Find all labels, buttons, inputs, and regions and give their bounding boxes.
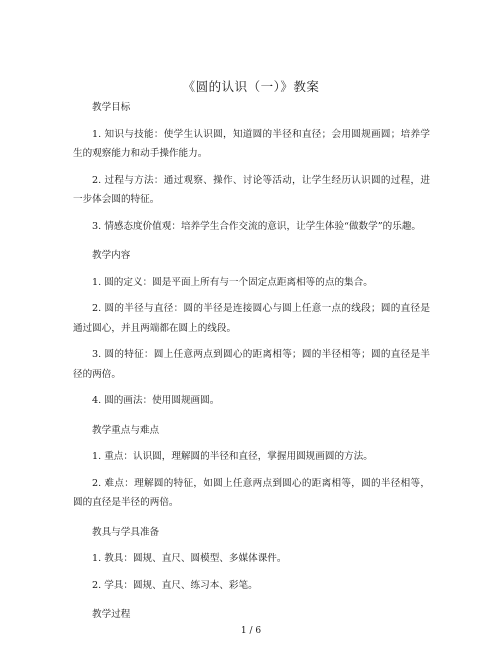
- section-heading-content: 教学内容: [92, 250, 131, 261]
- content-item-3: 3. 圆的特征：圆上任意两点到圆心的距离相等；圆的半径相等；圆的直径是半径的两倍。: [73, 349, 430, 380]
- section-heading-process: 教学过程: [92, 609, 131, 620]
- content-item-1: 1. 圆的定义：圆是平面上所有与一个固定点距离相等的点的集合。: [92, 276, 373, 288]
- materials-item-1: 1. 教具：圆规、直尺、圆模型、多媒体课件。: [92, 553, 287, 564]
- key-point-item-2: 2. 难点：理解圆的特征，如圆上任意两点到圆心的距离相等，圆的半径相等，圆的直径是半径的两倍。: [73, 477, 430, 508]
- content-item-2: 2. 圆的半径与直径：圆的半径是连接圆心与圆上任意一点的线段；圆的直径是通过圆心，并且两端都在圆上的线段。: [73, 303, 430, 334]
- page-number: 1 / 6: [240, 626, 262, 636]
- section-heading-objectives: 教学目标: [92, 102, 131, 113]
- section-heading-key-points: 教学重点与难点: [92, 424, 160, 436]
- objective-item-2: 2. 过程与方法：通过观察、操作、讨论等活动，让学生经历认识圆的过程，进一步体会圆的特征。: [73, 174, 430, 205]
- objective-item-3: 3. 情感态度价值观：培养学生合作交流的意识，让学生体验“做数学”的乐趣。: [92, 220, 422, 232]
- section-heading-materials: 教具与学具准备: [92, 526, 160, 538]
- content-item-4: 4. 圆的画法：使用圆规画圆。: [92, 395, 220, 406]
- key-point-item-1: 1. 重点：认识圆，理解圆的半径和直径，掌握用圆规画圆的方法。: [92, 451, 373, 462]
- objective-item-1: 1. 知识与技能：使学生认识圆，知道圆的半径和直径；会用圆规画圆；培养学生的观察能力和动手操作能力。: [73, 128, 430, 159]
- document-title: 《圆的认识（一）》教案: [182, 79, 320, 94]
- materials-item-2: 2. 学具：圆规、直尺、练习本、彩笔。: [92, 579, 258, 591]
- document-body: [73, 98, 430, 625]
